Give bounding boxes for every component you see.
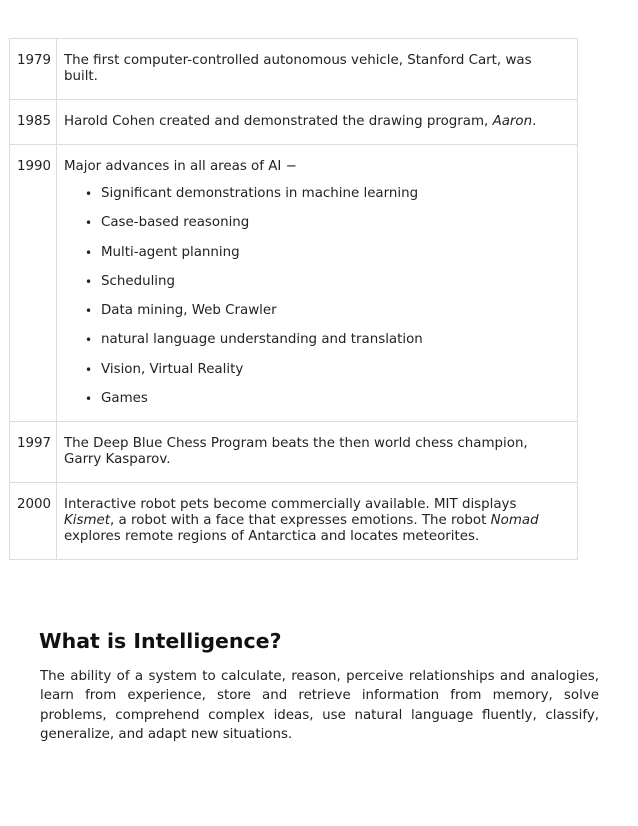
event-text: Interactive robot pets become commercially available. MIT displays [64, 497, 517, 513]
program-name: Aaron [492, 114, 533, 129]
year-cell: 1997 [10, 422, 57, 483]
event-text: The Deep Blue Chess Program beats the then world chess champion, Garry Kasparov. [64, 436, 528, 468]
list-item-text: Scheduling [101, 273, 176, 289]
list-item-text: Multi-agent planning [101, 244, 240, 260]
table-row [10, 422, 578, 483]
table-row [10, 100, 578, 145]
event-cell [57, 422, 578, 483]
event-text: . [532, 114, 537, 129]
bullet-icon: • [85, 304, 93, 319]
bullet-icon: • [85, 187, 93, 201]
list-item [64, 274, 569, 290]
bullet-icon: • [85, 362, 93, 377]
event-text: Major advances in all areas of AI − [64, 159, 297, 174]
year-cell: 1990 [10, 145, 57, 422]
list-item-text: Data mining, Web Crawler [101, 303, 277, 319]
list-item-text: natural language understanding and translation [101, 332, 423, 348]
robot-name: Kismet [64, 513, 111, 529]
bullet-icon: • [85, 274, 93, 289]
ai-history-timeline-table [9, 38, 578, 560]
event-cell [57, 39, 578, 100]
advances-list [64, 186, 569, 407]
list-item [64, 245, 569, 261]
table-row [10, 145, 578, 422]
list-item-text: Case-based reasoning [101, 215, 250, 231]
year-cell: 1979 [10, 39, 57, 100]
list-item [64, 391, 569, 407]
list-item [64, 332, 569, 348]
list-item [64, 186, 569, 202]
bullet-icon: • [85, 392, 93, 407]
event-cell [57, 100, 578, 145]
year-cell: 1985 [10, 100, 57, 145]
robot-name: Nomad [490, 513, 539, 529]
list-item [64, 215, 569, 231]
list-item [64, 362, 569, 378]
section-paragraph: The ability of a system to calculate, reason, perceive relationships and analogies, learn from experience, store and retrieve information from memory, solve problems, comprehend complex ideas, use natural language fluently, classify, generalize, and adapt new situations. [40, 669, 599, 743]
event-text: Harold Cohen created and demonstrated the drawing program, [64, 114, 493, 129]
bullet-icon: • [85, 245, 93, 260]
table-row [10, 39, 578, 100]
year-cell: 2000 [10, 483, 57, 560]
section-heading: What is Intelligence? [39, 629, 282, 653]
event-text: explores remote regions of Antarctica and locates meteorites. [64, 529, 480, 545]
event-text: , a robot with a face that expresses emotions. The robot [110, 513, 491, 529]
list-item-text: Vision, Virtual Reality [101, 361, 244, 377]
bullet-icon: • [85, 216, 93, 231]
event-cell [57, 483, 578, 560]
event-text: The first computer-controlled autonomous vehicle, Stanford Cart, was built. [64, 53, 532, 84]
bullet-icon: • [85, 333, 93, 348]
table-row [10, 483, 578, 560]
list-item [64, 303, 569, 319]
list-item-text: Games [101, 391, 148, 407]
event-cell [57, 145, 578, 422]
list-item-text: Significant demonstrations in machine learning [101, 186, 419, 201]
